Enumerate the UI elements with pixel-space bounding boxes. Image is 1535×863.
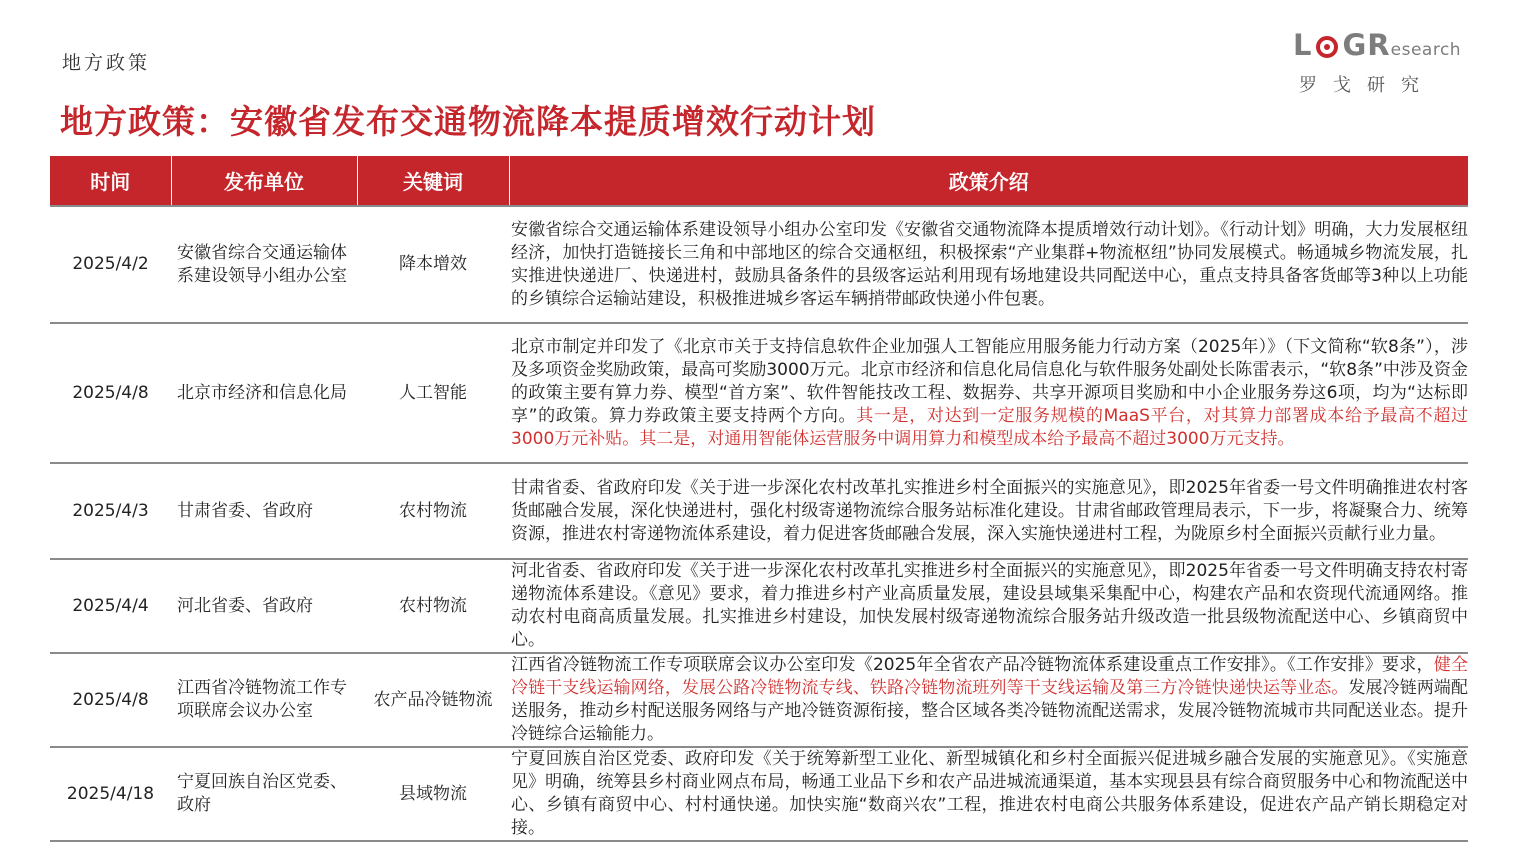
desc-text: 江西省冷链物流工作专项联席会议办公室印发《2025年全省农产品冷链物流体系建设重点工作安排》。《工作安排》要求， — [511, 655, 1434, 675]
table-row — [50, 206, 1468, 323]
desc-text: 河北省委、省政府印发《关于进一步深化农村改革扎实推进乡村全面振兴的实施意见》，即2025年省委一号文件明确支持农村寄递物流体系建设。《意见》要求，着力推进乡村产业高质量发展，建设县域集采集配中心，构建农产品和农资现代流通网络。推动农村电商高质量发展。扎实推进乡村建设，加快发展村级寄递物流综合服务站升级改造一批县级物流配送中心、乡镇商贸中心。 — [511, 561, 1468, 650]
cell-keyword: 降本增效 — [357, 206, 509, 323]
desc-highlight-text: 健全冷链干支线运输网络，发展公路冷链物流专线、铁路冷链物流班列等干支线运输及第三方冷链快递快运等业态。 — [511, 655, 1469, 698]
cell-description — [509, 559, 1468, 653]
table-row — [50, 463, 1468, 559]
cell-description — [509, 747, 1468, 841]
logo-letter-r: R — [1367, 28, 1391, 62]
logo-letter-g: G — [1342, 28, 1368, 62]
table-row — [50, 747, 1468, 841]
desc-text: 甘肃省委、省政府印发《关于进一步深化农村改革扎实推进乡村全面振兴的实施意见》，即2025年省委一号文件明确推进农村客货邮融合发展，深化快递进村，强化村级寄递物流综合服务站标准化建设。甘肃省邮政管理局表示，下一步，将凝聚合力、统筹资源，推进农村寄递物流体系建设，着力促进客货邮融合发展，深入实施快递进村工程，为陇原乡村全面振兴贡献行业力量。 — [511, 477, 1468, 544]
cell-date: 2025/4/2 — [50, 206, 171, 323]
cell-org: 江西省冷链物流工作专项联席会议办公室 — [171, 653, 357, 747]
logo-research-text: esearch — [1390, 40, 1462, 60]
header-description: 政策介绍 — [509, 156, 1468, 206]
cell-keyword: 县域物流 — [357, 747, 509, 841]
policy-table — [50, 156, 1468, 842]
logo-o-icon — [1316, 36, 1338, 58]
cell-org: 甘肃省委、省政府 — [171, 463, 357, 559]
desc-text: 北京市制定并印发了《北京市关于支持信息软件企业加强人工智能应用服务能力行动方案（2025年）》（下文简称“软8条”），涉及多项资金奖励政策，最高可奖励3000万元。北京市经济和信息化局信息化与软件服务处副处长陈雷表示，“软8条”中涉及资金的政策主要有算力券、模型“首方案”、软件智能技改工程、数据券、共享开源项目奖励和中小企业服务券这6项，均为“达标即享”的政策。算力券政策主要支持两个方向。 — [511, 336, 1468, 426]
logo-wordmark — [1293, 28, 1461, 62]
table-row — [50, 559, 1468, 653]
cell-keyword: 农村物流 — [357, 559, 509, 653]
header-date: 时间 — [50, 156, 171, 206]
desc-text-after: 发展冷链两端配送服务，推动乡村配送服务网络与产地冷链资源衔接，整合区域各类冷链物流配送需求，发展冷链物流城市共同配送业态。提升冷链综合运输能力。 — [511, 678, 1468, 744]
logo-loger-research — [1293, 28, 1473, 98]
table-row — [50, 653, 1468, 747]
cell-date: 2025/4/18 — [50, 747, 171, 841]
desc-text: 宁夏回族自治区党委、政府印发《关于统筹新型工业化、新型城镇化和乡村全面振兴促进城乡融合发展的实施意见》。《实施意见》明确，统筹县乡村商业网点布局，畅通工业品下乡和农产品进城流通渠道，基本实现县县有综合商贸服务中心和物流配送中心、乡镇有商贸中心、村村通快递。加快实施“数商兴农”工程，推进农村电商公共服务体系建设，促进农产品产销长期稳定对接。 — [511, 749, 1468, 838]
logo-subtitle: 罗戈研究 — [1299, 75, 1435, 96]
cell-description — [509, 463, 1468, 559]
cell-date: 2025/4/8 — [50, 323, 171, 463]
section-label: 地方政策 — [62, 52, 151, 74]
cell-date: 2025/4/8 — [50, 653, 171, 747]
cell-org: 宁夏回族自治区党委、政府 — [171, 747, 357, 841]
desc-text: 安徽省综合交通运输体系建设领导小组办公室印发《安徽省交通物流降本提质增效行动计划》。《行动计划》明确，大力发展枢纽经济，加快打造链接长三角和中部地区的综合交通枢纽，积极探索“产业集群+物流枢纽”协同发展模式。畅通城乡物流发展，扎实推进快递进厂、快递进村，鼓励具备条件的县级客运站利用现有场地建设共同配送中心，重点支持具备客货邮等3种以上功能的乡镇综合运输站建设，积极推进城乡客运车辆捎带邮政快递小件包裹。 — [511, 219, 1468, 309]
cell-description — [509, 653, 1468, 747]
cell-org: 河北省委、省政府 — [171, 559, 357, 653]
cell-description — [509, 323, 1468, 463]
cell-keyword: 人工智能 — [357, 323, 509, 463]
table-row — [50, 323, 1468, 463]
desc-highlight-text: 其一是，对达到一定服务规模的MaaS平台，对其算力部署成本给予最高不超过3000万元补贴。其二是，对通用智能体运营服务中调用算力和模型成本给予最高不超过3000万元支持。 — [511, 405, 1468, 449]
page-title: 地方政策：安徽省发布交通物流降本提质增效行动计划 — [60, 102, 876, 141]
header-org: 发布单位 — [171, 156, 357, 206]
cell-date: 2025/4/4 — [50, 559, 171, 653]
header-keyword: 关键词 — [357, 156, 509, 206]
cell-keyword: 农村物流 — [357, 463, 509, 559]
cell-org: 安徽省综合交通运输体系建设领导小组办公室 — [171, 206, 357, 323]
cell-description — [509, 206, 1468, 323]
logo-letter-l: L — [1293, 28, 1313, 62]
cell-keyword: 农产品冷链物流 — [357, 653, 509, 747]
table-header-row — [50, 156, 1468, 206]
cell-date: 2025/4/3 — [50, 463, 171, 559]
cell-org: 北京市经济和信息化局 — [171, 323, 357, 463]
